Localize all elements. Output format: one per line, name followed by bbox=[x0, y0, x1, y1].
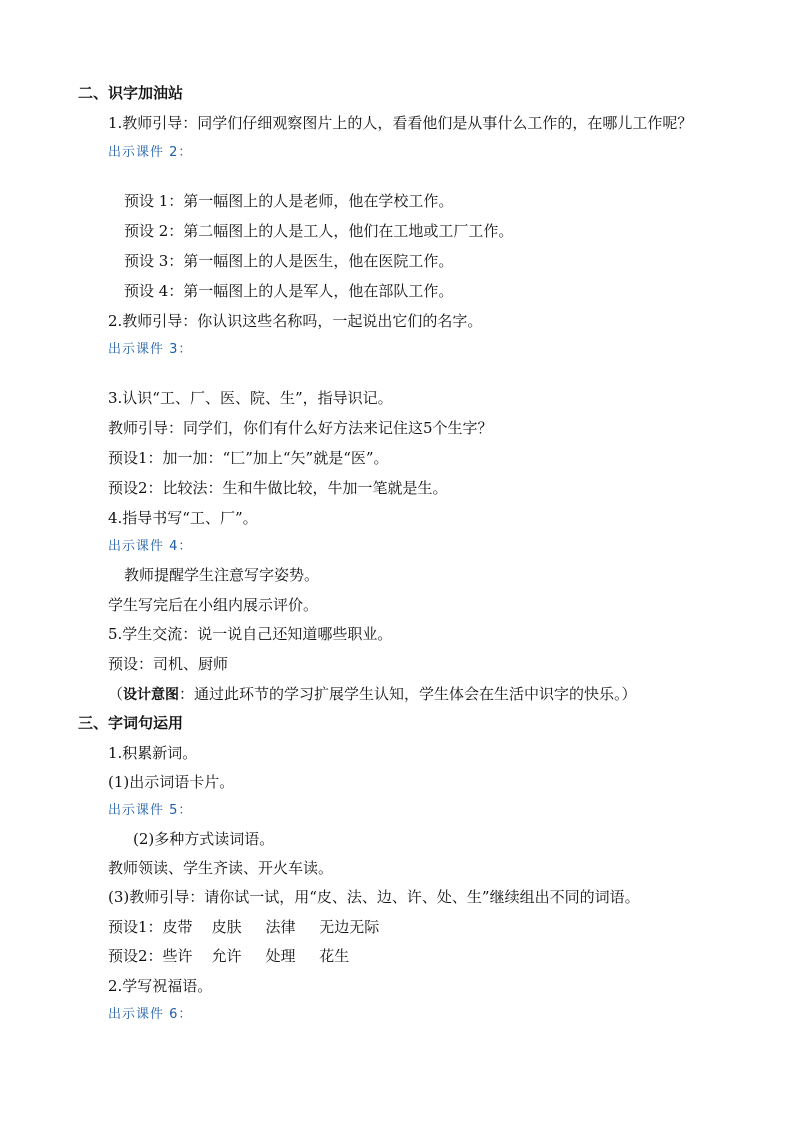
design-intent bbox=[108, 684, 637, 705]
section-heading-3: 三、字词句运用 bbox=[78, 714, 184, 732]
paragraph-group-evaluation: 学生写完后在小组内展示评价。 bbox=[108, 596, 319, 614]
paragraph-word-cards: (1)出示词语卡片。 bbox=[108, 773, 235, 791]
preset-4: 预设 4：第一幅图上的人是军人，他在部队工作。 bbox=[124, 282, 454, 300]
paragraph-reading-modes: 教师领读、学生齐读、开火车读。 bbox=[108, 859, 334, 877]
paragraph-teacher-guide-1: 1.教师引导：同学们仔细观察图片上的人，看看他们是从事什么工作的，在哪儿工作呢？ bbox=[108, 114, 693, 132]
courseware-label-2: 出示课件 2： bbox=[108, 145, 193, 160]
paragraph-posture-reminder: 教师提醒学生注意写字姿势。 bbox=[124, 566, 320, 584]
paragraph-student-exchange: 5.学生交流：说一说自己还知道哪些职业。 bbox=[108, 625, 393, 643]
preset-2: 预设 2：第二幅图上的人是工人，他们在工地或工厂工作。 bbox=[124, 222, 514, 240]
paragraph-teacher-guide-2: 2.教师引导：你认识这些名称吗，一起说出它们的名字。 bbox=[108, 312, 483, 330]
paragraph-read-words: (2)多种方式读词语。 bbox=[133, 830, 275, 848]
design-open-paren: （ bbox=[108, 685, 124, 703]
preset-jobs: 预设：司机、厨师 bbox=[108, 655, 229, 673]
preset-3: 预设 3：第一幅图上的人是医生，他在医院工作。 bbox=[124, 252, 454, 270]
courseware-label-4: 出示课件 4： bbox=[108, 539, 193, 554]
paragraph-recognize-chars: 3.认识“工、厂、医、院、生”，指导识记。 bbox=[108, 389, 393, 407]
preset-compare: 预设2：比较法：生和牛做比较，牛加一笔就是生。 bbox=[108, 479, 448, 497]
paragraph-blessings: 2.学写祝福语。 bbox=[108, 977, 213, 995]
preset-words-1: 预设1：皮带 皮肤 法律 无边无际 bbox=[108, 918, 380, 936]
preset-words-2: 预设2：些许 允许 处理 花生 bbox=[108, 947, 350, 965]
paragraph-teacher-guide-words: (3)教师引导：请你试一试，用“皮、法、边、许、处、生”继续组出不同的词语。 bbox=[108, 888, 640, 906]
paragraph-teacher-guide-3: 教师引导：同学们，你们有什么好方法来记住这5个生字？ bbox=[108, 419, 493, 437]
preset-1: 预设 1：第一幅图上的人是老师，他在学校工作。 bbox=[124, 192, 454, 210]
courseware-label-3: 出示课件 3： bbox=[108, 342, 193, 357]
design-intent-label: 设计意图 bbox=[123, 687, 180, 703]
paragraph-writing-guide: 4.指导书写“工、厂”。 bbox=[108, 509, 258, 527]
paragraph-accumulate-words: 1.积累新词。 bbox=[108, 744, 198, 762]
section-heading-2: 二、识字加油站 bbox=[78, 84, 184, 102]
design-intent-text: ：通过此环节的学习扩展学生认知，学生体会在生活中识字的快乐。） bbox=[179, 685, 637, 703]
courseware-label-5: 出示课件 5： bbox=[108, 803, 193, 818]
courseware-label-6: 出示课件 6： bbox=[108, 1007, 193, 1022]
preset-add: 预设1：加一加：“匚”加上“矢”就是“医”。 bbox=[108, 449, 389, 467]
